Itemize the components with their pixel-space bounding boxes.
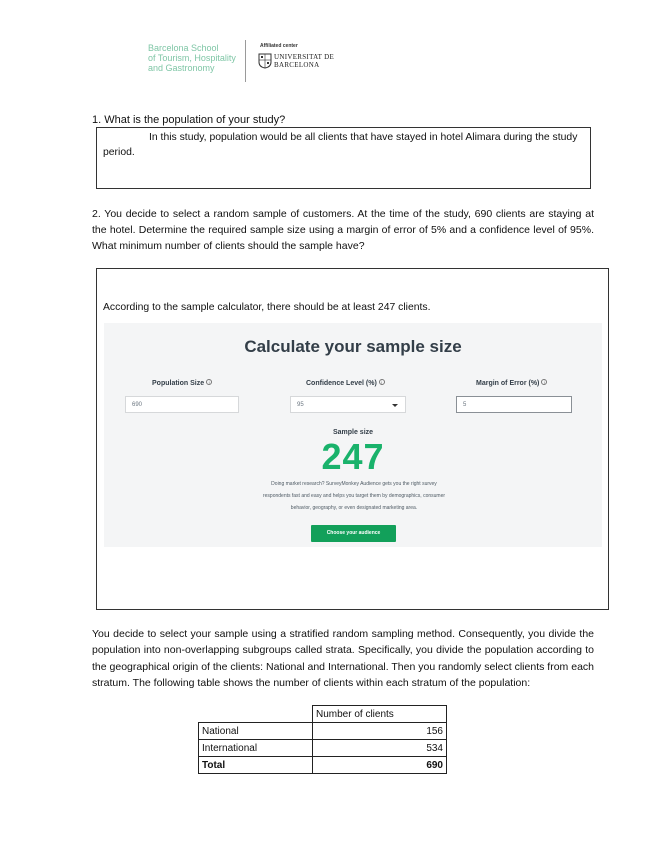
university-name bbox=[274, 53, 334, 69]
sample-size-value: 247 bbox=[321, 436, 385, 477]
school-line: and Gastronomy bbox=[148, 63, 215, 73]
promo-text bbox=[219, 478, 489, 514]
margin-of-error-input[interactable]: 5 bbox=[456, 396, 572, 413]
sample-size-label: Sample size bbox=[332, 429, 374, 436]
school-line: of Tourism, Hospitality bbox=[148, 53, 236, 63]
strata-table bbox=[198, 705, 447, 774]
table-header-row bbox=[199, 706, 447, 723]
promo-line: respondents fast and easy and helps you target them by demographics, consumer bbox=[262, 493, 446, 499]
table-total-row bbox=[199, 757, 447, 774]
margin-of-error-label bbox=[476, 379, 547, 387]
population-size-input[interactable]: 690 bbox=[125, 396, 239, 413]
calculator-title: Calculate your sample size bbox=[244, 337, 462, 356]
table-row bbox=[199, 723, 447, 740]
table-row bbox=[199, 740, 447, 757]
choose-audience-button[interactable]: Choose your audience bbox=[311, 525, 396, 542]
stratum-label: National bbox=[199, 723, 313, 740]
affiliated-label: Affiliated center bbox=[260, 43, 298, 49]
answer-box-2 bbox=[96, 268, 609, 610]
table-header-cell: Number of clients bbox=[313, 706, 447, 723]
promo-line: Doing market research? SurveyMonkey Audience gets you the right survey bbox=[271, 481, 437, 487]
info-icon[interactable]: i bbox=[379, 379, 385, 385]
table-corner-cell bbox=[199, 706, 313, 723]
info-icon[interactable]: i bbox=[206, 379, 212, 385]
sample-size-calculator bbox=[104, 323, 602, 547]
promo-line: behavior, geography, or even designated marketing area. bbox=[290, 505, 418, 511]
university-crest-icon bbox=[258, 53, 272, 69]
question-1: 1. What is the population of your study? bbox=[92, 114, 286, 126]
document-header bbox=[140, 40, 400, 84]
university-line: UNIVERSITAT DE bbox=[274, 53, 335, 61]
total-count: 690 bbox=[313, 757, 447, 774]
answer-2-text: According to the sample calculator, there should be at least 247 clients. bbox=[103, 302, 431, 313]
margin-of-error-label-text: Margin of Error (%) bbox=[476, 380, 540, 387]
total-label: Total bbox=[199, 757, 313, 774]
question-2: 2. You decide to select a random sample of customers. At the time of the study, 690 clients are staying at the hotel. Determine the required sample size using a margin of error of 5% and a confidence level of 95%. What minimum number of clients should the sample have? bbox=[92, 208, 594, 252]
school-logo-text bbox=[148, 43, 236, 73]
university-line: BARCELONA bbox=[274, 61, 320, 69]
stratified-sampling-paragraph: You decide to select your sample using a stratified random sampling method. Consequently, you divide the population into non-overlapping subgroups called strata. Specifically, you divide the population according to the geographical origin of the clients: National and International. Then you randomly select clients from each stratum. The following table shows the number of clients within each stratum of the population: bbox=[92, 628, 594, 689]
answer-box-1 bbox=[96, 127, 591, 189]
stratum-label: International bbox=[199, 740, 313, 757]
confidence-level-label-text: Confidence Level (%) bbox=[306, 380, 377, 387]
info-icon[interactable]: i bbox=[541, 379, 547, 385]
header-divider bbox=[245, 40, 246, 82]
confidence-level-value: 95 bbox=[297, 402, 304, 408]
stratum-count: 534 bbox=[313, 740, 447, 757]
confidence-level-label bbox=[306, 379, 385, 387]
population-size-label-text: Population Size bbox=[152, 380, 205, 387]
confidence-level-select[interactable] bbox=[290, 396, 406, 413]
population-size-label bbox=[152, 379, 212, 387]
chevron-down-icon bbox=[392, 404, 398, 407]
school-line: Barcelona School bbox=[148, 43, 219, 53]
stratum-count: 156 bbox=[313, 723, 447, 740]
answer-1-text: In this study, population would be all clients that have stayed in hotel Alimara during the study period. bbox=[103, 132, 578, 158]
